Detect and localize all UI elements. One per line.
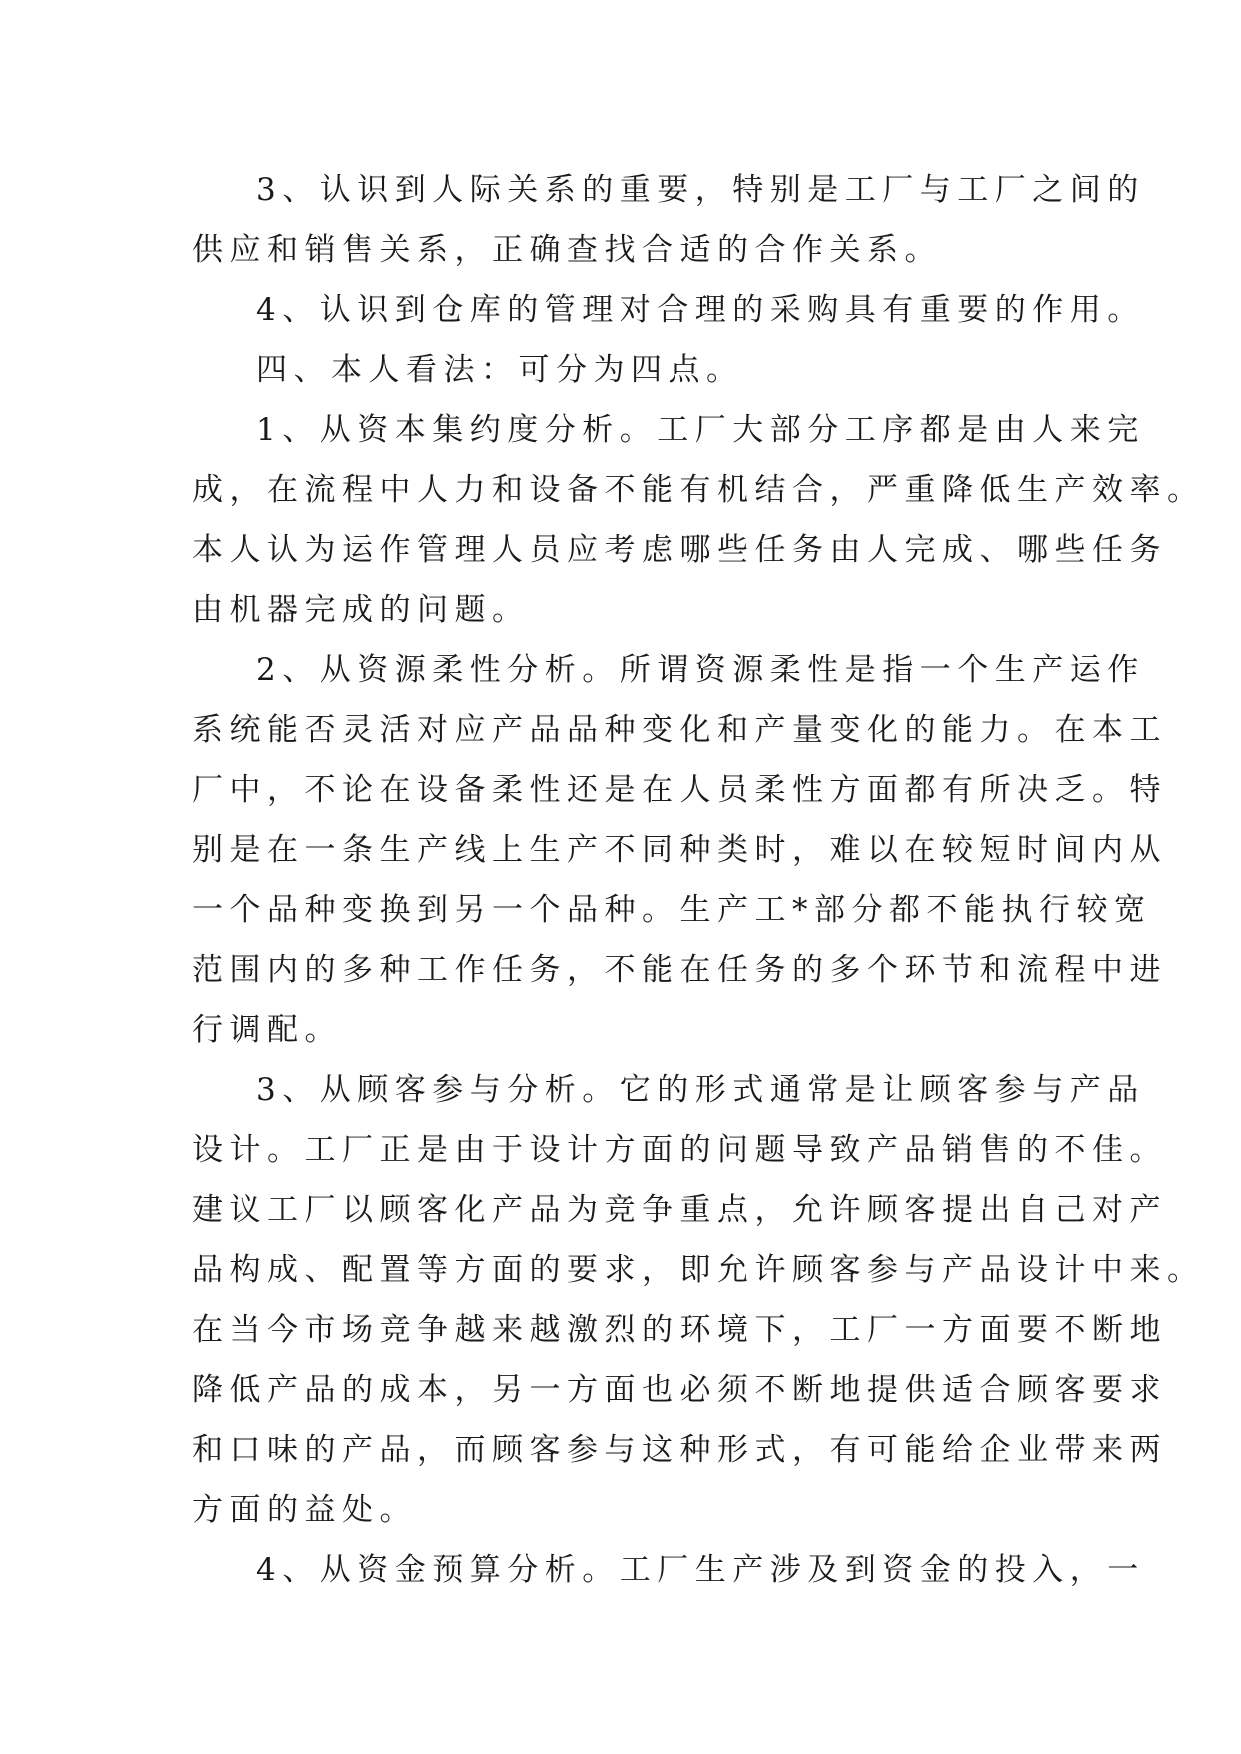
text-line: 别是在一条生产线上生产不同种类时，难以在较短时间内从 — [192, 832, 1167, 868]
text-line: 1、从资本集约度分析。工厂大部分工序都是由人来完 — [256, 412, 1145, 448]
text-line: 本人认为运作管理人员应考虑哪些任务由人完成、哪些任务 — [192, 532, 1167, 568]
text-line: 系统能否灵活对应产品品种变化和产量变化的能力。在本工 — [192, 712, 1167, 748]
text-line: 方面的益处。 — [192, 1492, 417, 1528]
text-line: 范围内的多种工作任务，不能在任务的多个环节和流程中进 — [192, 952, 1167, 988]
text-line: 在当今市场竞争越来越激烈的环境下，工厂一方面要不断地 — [192, 1312, 1167, 1348]
text-line: 设计。工厂正是由于设计方面的问题导致产品销售的不佳。 — [192, 1132, 1167, 1168]
document-body — [192, 160, 1205, 1600]
text-line: 由机器完成的问题。 — [192, 592, 530, 628]
text-line: 成，在流程中人力和设备不能有机结合，严重降低生产效率。 — [192, 472, 1205, 508]
text-line: 4、从资金预算分析。工厂生产涉及到资金的投入，一 — [256, 1552, 1145, 1588]
text-line: 行调配。 — [192, 1012, 342, 1048]
section-heading: 四、本人看法：可分为四点。 — [256, 352, 744, 388]
text-line: 2、从资源柔性分析。所谓资源柔性是指一个生产运作 — [256, 652, 1145, 688]
text-line: 和口味的产品，而顾客参与这种形式，有可能给企业带来两 — [192, 1432, 1167, 1468]
text-line: 降低产品的成本，另一方面也必须不断地提供适合顾客要求 — [192, 1372, 1167, 1408]
text-line: 厂中，不论在设备柔性还是在人员柔性方面都有所决乏。特 — [192, 772, 1167, 808]
text-line: 一个品种变换到另一个品种。生产工*部分都不能执行较宽 — [192, 892, 1152, 928]
text-line: 3、从顾客参与分析。它的形式通常是让顾客参与产品 — [256, 1072, 1145, 1108]
text-line: 3、认识到人际关系的重要，特别是工厂与工厂之间的 — [256, 172, 1145, 208]
text-line: 建议工厂以顾客化产品为竞争重点，允许顾客提出自己对产 — [192, 1192, 1167, 1228]
text-line: 4、认识到仓库的管理对合理的采购具有重要的作用。 — [256, 292, 1145, 328]
text-line: 供应和销售关系，正确查找合适的合作关系。 — [192, 232, 942, 268]
text-line: 品构成、配置等方面的要求，即允许顾客参与产品设计中来。 — [192, 1252, 1205, 1288]
